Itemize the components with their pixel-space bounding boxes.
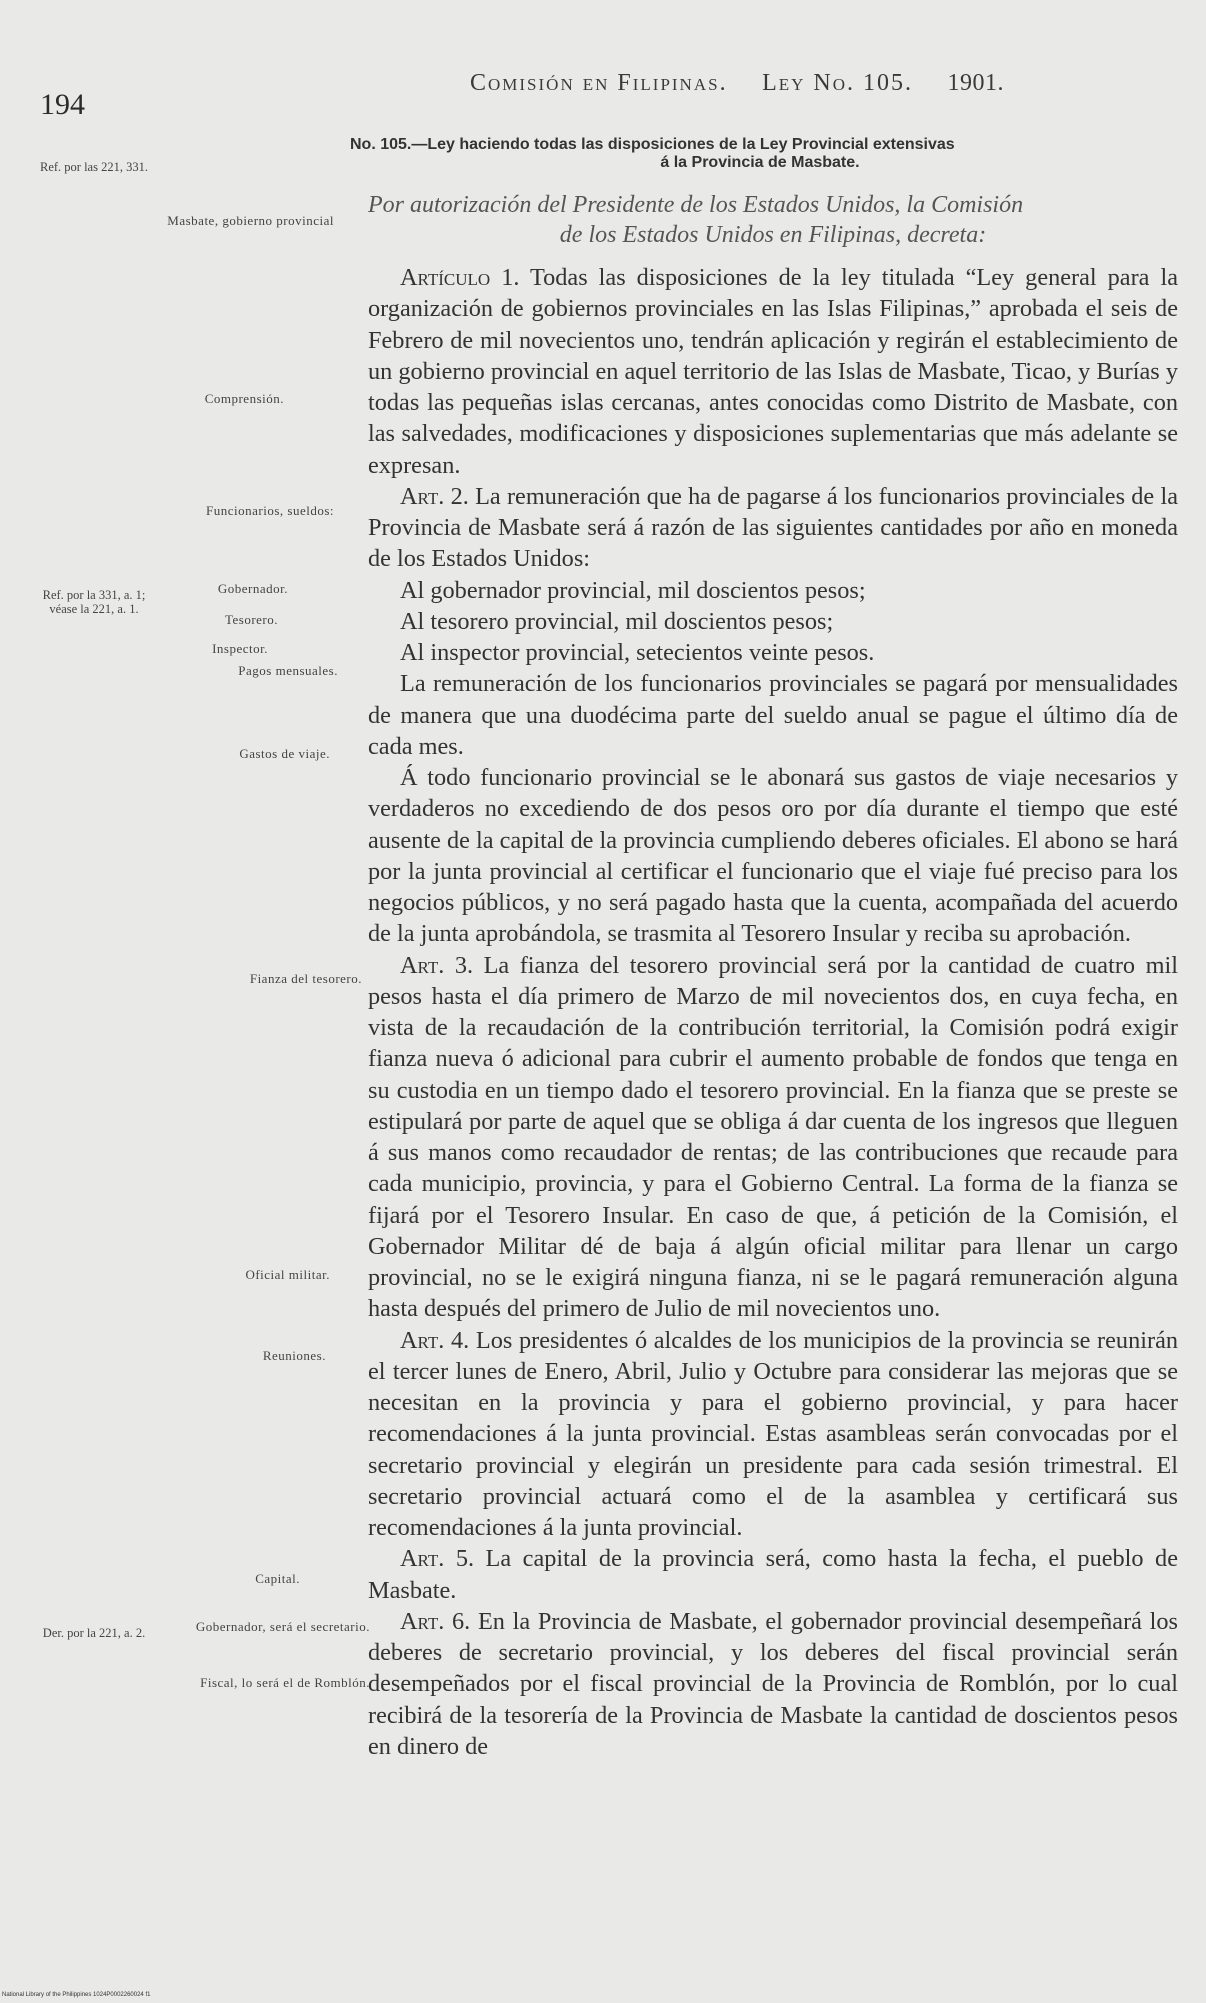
travel-expenses: Á todo funcionario provincial se le abonará sus gastos de viaje necesarios y verdaderos no excediendo de dos pesos oro por día durante el tiempo que esté ausente de la capital de la provincia cumpliendo deberes oficiales. El abono se hará por la junta provincial al certificar el funcionario que el viaje fué preciso para los negocios públicos, y no será pagado hasta que la cuenta, acompañada del acuerdo de la junta aprobándola, se trasmita al Tesorero Insular y reciba su aprobación. — [368, 764, 1178, 948]
article-2-text: La remuneración que ha de pagarse á los funcionarios provinciales de la Provincia de Masbate será á razón de las siguientes cantidades por año en moneda de los Estados Unidos: — [368, 482, 1179, 573]
ref-note-bottom: Der. por la 221, a. 2. — [42, 1626, 146, 1640]
law-body — [368, 262, 1178, 1762]
running-head — [470, 70, 1004, 97]
salary-governor: Al gobernador provincial, mil doscientos pesos; — [400, 576, 866, 604]
margin-note-tesorero: Tesorero. — [224, 612, 278, 627]
margin-note-masbate: Masbate, gobierno provincial — [167, 213, 334, 228]
monthly-payments: La remuneración de los funcionarios provinciales se pagará por mensualidades de manera que una duodécima parte del sueldo anual se pague el último día de cada mes. — [368, 670, 1178, 760]
article-3-label: Art. 3. — [400, 951, 474, 979]
article-6 — [368, 1606, 1178, 1762]
margin-note-funcionarios: Funcionarios, sueldos: — [206, 503, 334, 518]
article-4-label: Art. 4. — [400, 1326, 470, 1354]
margin-note-compresion: Comprensión. — [204, 391, 284, 406]
law-title-line-1: No. 105.—Ley haciendo todas las disposiciones de la Ley Provincial extensivas — [350, 136, 955, 153]
margin-note-fianza: Fianza del tesorero. — [249, 971, 362, 986]
year: 1901. — [947, 70, 1005, 96]
law-title — [350, 136, 1170, 173]
margin-note-inspector: Inspector. — [212, 641, 268, 656]
margin-note-fiscal-romblon: Fiscal, lo será el de Romblón. — [200, 1675, 370, 1690]
page-number: 194 — [40, 88, 85, 121]
article-1-label: Artículo 1. — [400, 264, 520, 291]
article-5-text: La capital de la provincia será, como hasta la fecha, el pueblo de Masbate. — [368, 1545, 1178, 1604]
article-2-label: Art. 2. — [400, 482, 469, 510]
ref-note-top: Ref. por las 221, 331. — [40, 160, 148, 174]
article-1 — [368, 262, 1178, 481]
article-6-text: En la Provincia de Masbate, el gobernador provincial desempeñará los deberes de secretario provincial, y los deberes del fiscal provincial serán desempeñados por el fiscal provincial de la Provincia de Romblón, por lo cual recibirá de la tesorería de la Provincia de Masbate la cantidad de doscientos pesos en dinero de — [368, 1607, 1179, 1760]
article-4-text: Los presidentes ó alcaldes de los municipios de la provincia se reunirán el tercer lunes de Enero, Abril, Julio y Octubre para considerar las mejoras que se necesitan en la provincia y para el gobierno provincial, y para hacer recomendaciones á la junta provincial. Estas asambleas serán convocadas por el secretario provincial y elegirán un presidente para cada sesión trimestral. El secretario provincial actuará como el de la asamblea y certificará sus recomendaciones á la junta provincial. — [368, 1326, 1178, 1541]
enacting-clause-line-2: de los Estados Unidos en Filipinas, decreta: — [559, 222, 987, 249]
scan-footer: National Library of the Philippines 1024P0002260024 f1 — [2, 1992, 151, 1998]
margin-note-gastos: Gastos de viaje. — [239, 746, 330, 761]
margin-note-capital: Capital. — [255, 1571, 300, 1586]
running-title: Comisión en Filipinas. — [470, 70, 728, 96]
enacting-clause — [368, 190, 1178, 250]
article-3-text: La fianza del tesorero provincial será por la cantidad de cuatro mil pesos hasta el día primero de Marzo de mil novecientos dos, en cuya fecha, en vista de la recaudación de la contribución territorial, la Comisión podrá exigir fianza nueva ó adicional para cubrir el aumento probable de fondos que tenga en su custodia en un tiempo dado el tesorero provincial. En la fianza que se preste se estipulará por parte de aquel que se obliga á dar cuenta de los ingresos que lleguen á sus manos como recaudador de rentas; de las contribuciones que recaude para cada municipio, provincia, y para el Gobierno Central. La forma de la fianza se fijará por el Tesorero Insular. En caso de que, á petición de la Comisión, el Gobernador Militar dé de baja á algún oficial militar para llenar un cargo provincial, no se le exigirá ninguna fianza, ni se le pagará remuneración alguna hasta después del primero de Julio de mil novecientos uno. — [368, 951, 1178, 1323]
margin-note-reuniones: Reuniones. — [262, 1348, 326, 1363]
margin-note-oficial: Oficial militar. — [245, 1267, 330, 1282]
salary-treasurer: Al tesorero provincial, mil doscientos pesos; — [400, 607, 834, 635]
article-5 — [368, 1543, 1178, 1606]
enacting-clause-line-1: Por autorización del Presidente de los Estados Unidos, la Comisión — [368, 192, 1024, 218]
article-6-label: Art. 6. — [400, 1607, 471, 1635]
article-4 — [368, 1325, 1178, 1544]
margin-note-gobernador-secretario: Gobernador, será el secretario. — [195, 1619, 370, 1634]
article-1-text: Todas las disposiciones de la ley titulada “Ley general para la organización de gobiernos provinciales en las Islas Filipinas,” aprobada el seis de Febrero de mil novecientos uno, tendrán aplicación y regirán el establecimiento de un gobierno provincial en aquel territorio de las Islas de Masbate, Ticao, y Burías y todas las pequeñas islas cercanas, antes conocidas como Distrito de Masbate, con las salvedades, modificaciones y disposiciones suplementarias que más adelante se expresan. — [368, 264, 1179, 479]
margin-note-gobernador: Gobernador. — [217, 581, 288, 596]
article-5-label: Art. 5. — [400, 1545, 475, 1573]
law-number: Ley No. 105. — [762, 70, 914, 96]
salary-inspector: Al inspector provincial, setecientos veinte pesos. — [400, 639, 875, 666]
article-3 — [368, 950, 1178, 1325]
margin-note-pagos: Pagos mensuales. — [238, 663, 338, 678]
article-2 — [368, 481, 1178, 575]
ref-note-mid: Ref. por la 331, a. 1; véase la 221, a. 1. — [42, 588, 146, 617]
law-title-line-2: á la Provincia de Masbate. — [660, 154, 860, 172]
